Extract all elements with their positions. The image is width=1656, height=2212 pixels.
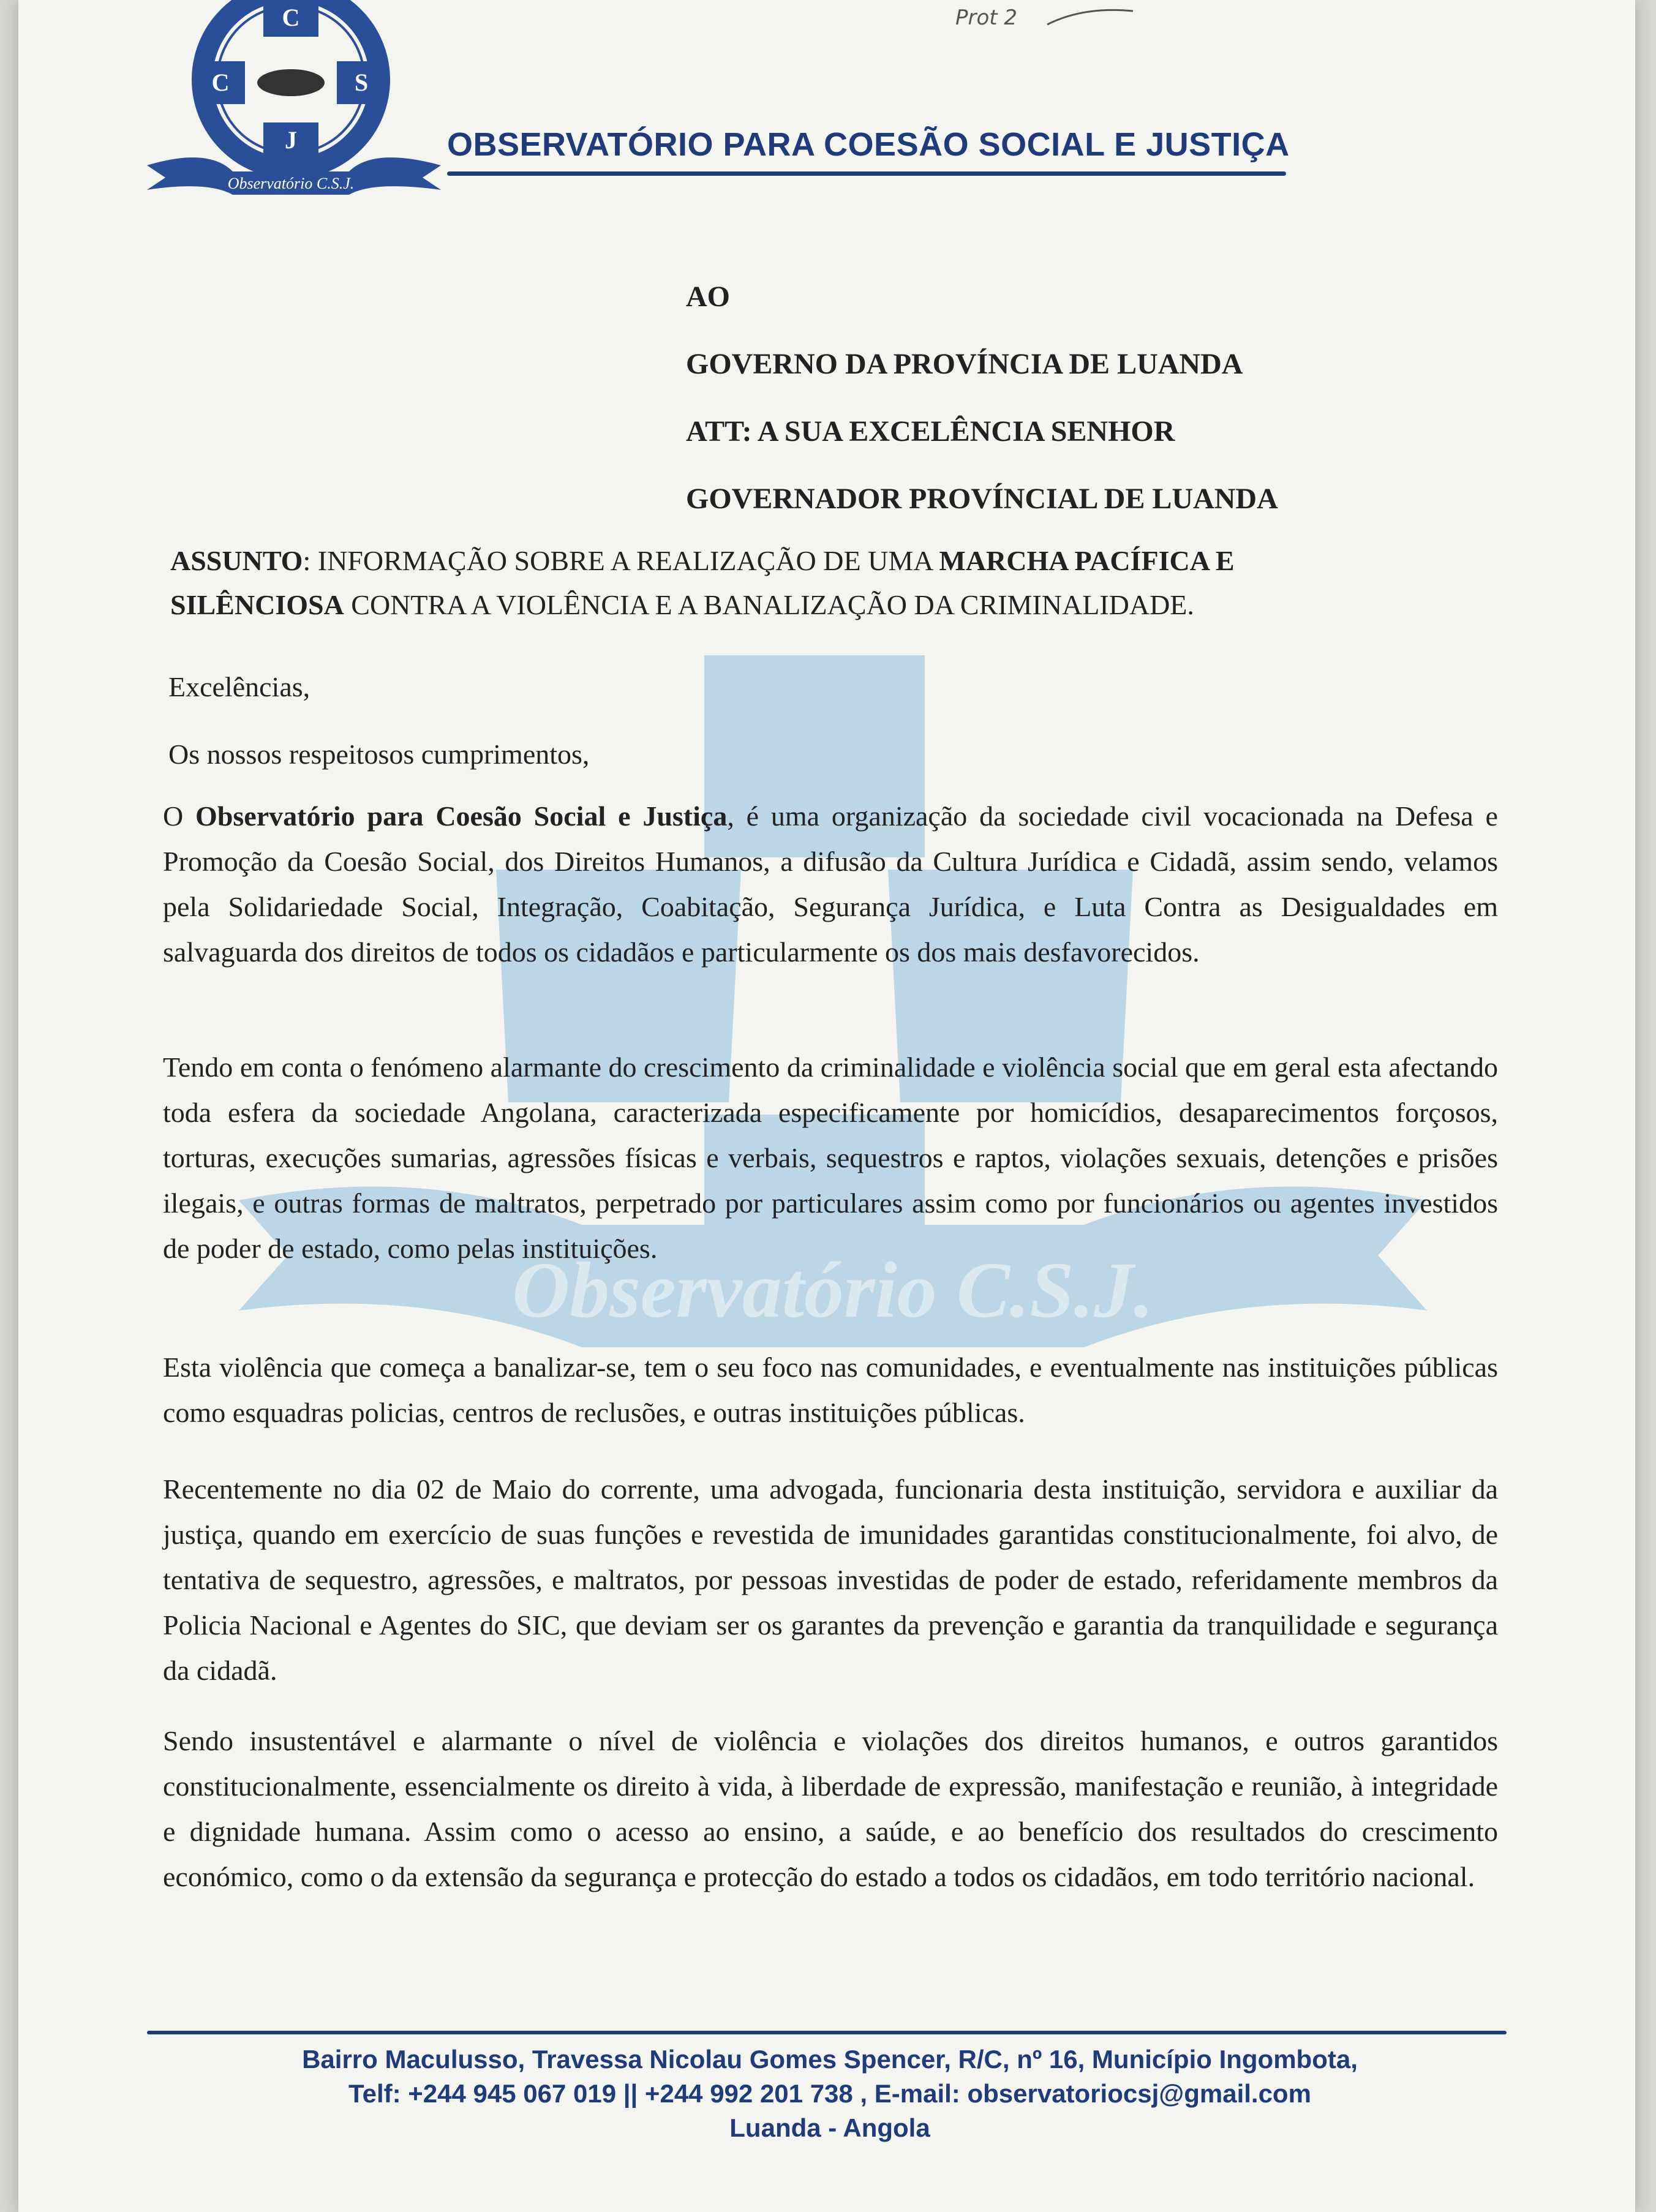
paragraph-5: Sendo insustentável e alarmante o nível de violência e violações dos direitos humanos, e outros garantidos constitucionalmente, essencialmente os direito à vida, à liberdade de expressão, manifestação e reunião, à integridade e dignidade humana. Assim como o acesso ao ensino, a saúde, e ao benefício dos resultados do crescimento económico, como o da extensão da segurança e protecção do estado a todos os cidadãos, em todo território nacional.	[163, 1725, 1498, 1892]
subject-line: ASSUNTO: INFORMAÇÃO SOBRE A REALIZAÇÃO DE UMA MARCHA PACÍFICA E SILÊNCIOSA CONTRA A VIOLÊNCIA E A BANALIZAÇÃO DA CRIMINALIDADE.	[170, 545, 1235, 620]
footer-contacts: Telf: +244 945 067 019 || +244 992 201 738 , E-mail: observatoriocsj@gmail.com	[348, 2079, 1311, 2108]
svg-text:Prot 2: Prot 2	[955, 6, 1018, 30]
addressee-line: AO	[686, 280, 730, 313]
svg-text:S: S	[354, 69, 369, 96]
footer-city: Luanda - Angola	[729, 2113, 930, 2142]
logo-ribbon-text: Observatório C.S.J.	[227, 175, 355, 192]
paragraph-3: Esta violência que começa a banalizar-se, tem o seu foco nas comunidades, e eventualmente nas instituições públicas como esquadras policias, centros de reclusões, e outras instituições públicas.	[163, 1352, 1498, 1428]
footer-divider	[147, 2031, 1507, 2034]
footer-address: Bairro Maculusso, Travessa Nicolau Gomes Spencer, R/C, nº 16, Município Ingombota,	[302, 2045, 1358, 2074]
handshake-icon	[257, 69, 325, 96]
subject-label: ASSUNTO	[170, 545, 303, 576]
organization-logo	[135, 0, 453, 202]
addressee-line: ATT: A SUA EXCELÊNCIA SENHOR	[686, 415, 1175, 448]
salutation: Excelências,	[168, 671, 310, 702]
paragraph-2: Tendo em conta o fenómeno alarmante do crescimento da criminalidade e violência social que em geral esta afectando toda esfera da sociedade Angolana, caracterizada especificamente por homicídios, desaparecimentos forçosos, torturas, execuções sumarias, agressões físicas e verbais, sequestros e raptos, violações sexuais, detenções e prisões ilegais, e outras formas de maltratos, perpetrado por particulares assim como por funcionários ou agentes investidos de poder de estado, como pelas instituições.	[163, 1051, 1498, 1264]
addressee-line: GOVERNADOR PROVÍNCIAL DE LUANDA	[686, 483, 1278, 515]
letter-page	[18, 0, 1635, 2212]
watermark-ribbon-text: Observatório C.S.J.	[512, 1246, 1154, 1334]
paragraph-4: Recentemente no dia 02 de Maio do corrente, uma advogada, funcionaria desta instituição, servidora e auxiliar da justiça, quando em exercício de suas funções e revestida de imunidades garantidas constitucionalmente, foi alvo, de tentativa de sequestro, agressões, e maltratos, por pessoas investidas de poder de estado, referidamente membros da Policia Nacional e Agentes do SIC, que deviam ser os garantes da prevenção e garantia da tranquilidade e segurança da cidadã.	[163, 1473, 1498, 1686]
regards-line: Os nossos respeitosos cumprimentos,	[168, 739, 590, 770]
header-divider	[447, 171, 1286, 176]
handwritten-note	[949, 0, 1145, 43]
svg-text:J: J	[285, 126, 297, 154]
paragraph-1: O Observatório para Coesão Social e Justiça, é uma organização da sociedade civil vocacionada na Defesa e Promoção da Coesão Social, dos Direitos Humanos, a difusão da Cultura Jurídica e Cidadã, assim sendo, velamos pela Solidariedade Social, Integração, Coabitação, Segurança Jurídica, e Luta Contra as Desigualdades em salvaguarda dos direitos de todos os cidadãos e particularmente os dos mais desfavorecidos.	[163, 800, 1498, 968]
addressee-line: GOVERNO DA PROVÍNCIA DE LUANDA	[686, 348, 1243, 380]
svg-text:C: C	[282, 4, 300, 31]
svg-text:C: C	[211, 69, 230, 96]
footer-contact	[171, 2042, 1488, 2145]
organization-name: OBSERVATÓRIO PARA COESÃO SOCIAL E JUSTIÇA	[447, 126, 1290, 163]
addressee-block	[686, 279, 1278, 548]
